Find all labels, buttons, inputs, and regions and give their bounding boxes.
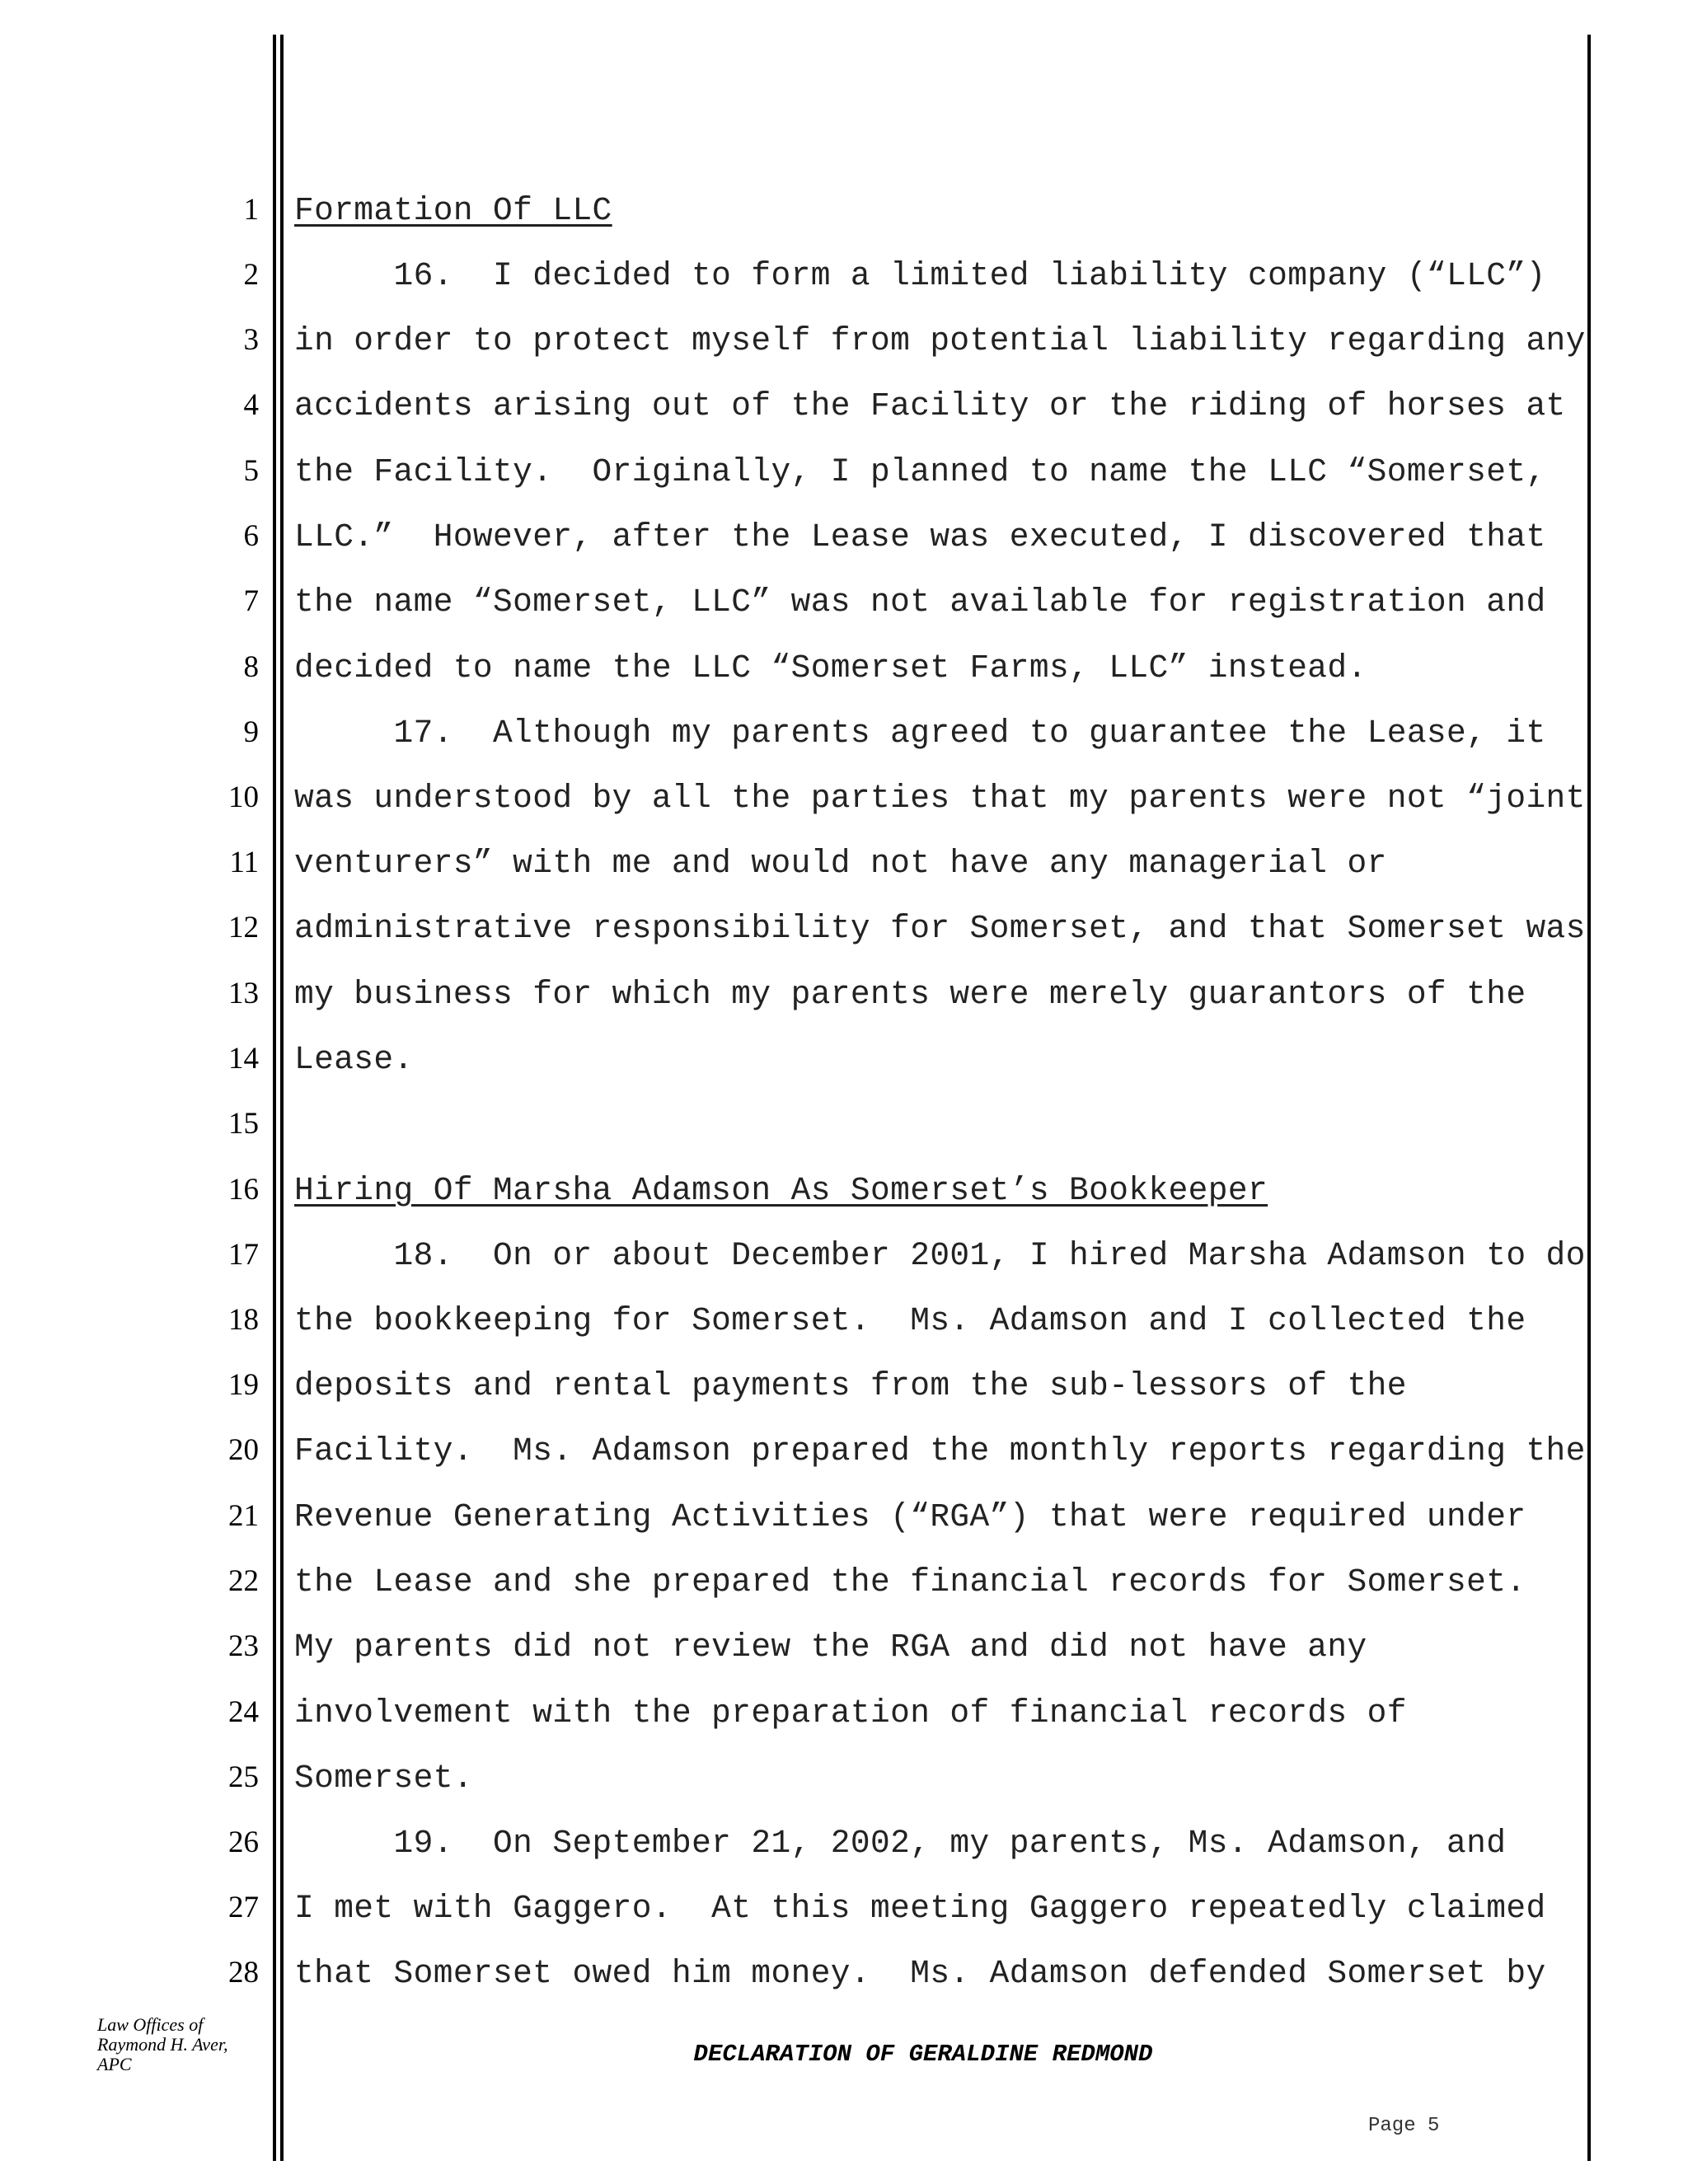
text-line: accidents arising out of the Facility or the riding of horses at (294, 387, 1566, 424)
law-firm-name: Law Offices of Raymond H. Aver, APC (97, 2014, 228, 2074)
line-number: 4 (243, 388, 259, 422)
line-number: 1 (243, 193, 259, 227)
left-margin-rule-inner (280, 35, 284, 2161)
line-number: 11 (229, 846, 259, 879)
text-line: 16. I decided to form a limited liability company (“LLC”) (294, 257, 1546, 294)
line-number: 27 (228, 1891, 259, 1924)
text-line: Revenue Generating Activities (“RGA”) that were required under (294, 1498, 1526, 1535)
line-number: 19 (228, 1368, 259, 1402)
text-line: involvement with the preparation of financial records of (294, 1694, 1407, 1732)
text-line: my business for which my parents were merely guarantors of the (294, 976, 1526, 1013)
line-number: 15 (228, 1107, 259, 1141)
line-number: 24 (228, 1695, 259, 1729)
line-number: 9 (243, 715, 259, 749)
line-number: 5 (243, 454, 259, 488)
line-number: 8 (243, 650, 259, 684)
page-number: Page 5 (1368, 2115, 1440, 2137)
section-heading-bookkeeper: Hiring Of Marsha Adamson As Somerset’s Bookkeeper (294, 1172, 1268, 1209)
line-number: 23 (228, 1629, 259, 1663)
text-line: the bookkeeping for Somerset. Ms. Adamson and I collected the (294, 1302, 1526, 1339)
text-line: administrative responsibility for Somerset, and that Somerset was (294, 910, 1586, 947)
line-number: 6 (243, 519, 259, 553)
line-number: 16 (228, 1173, 259, 1207)
line-number: 14 (228, 1042, 259, 1076)
text-line: 17. Although my parents agreed to guarantee the Lease, it (294, 715, 1546, 752)
line-number: 13 (228, 977, 259, 1010)
line-number: 7 (243, 584, 259, 618)
text-line: the Lease and she prepared the financial records for Somerset. (294, 1563, 1526, 1601)
text-line: the Facility. Originally, I planned to name the LLC “Somerset, (294, 453, 1546, 490)
text-line: venturers” with me and would not have any managerial or (294, 845, 1387, 882)
line-number: 12 (228, 911, 259, 944)
text-line: My parents did not review the RGA and did not have any (294, 1629, 1367, 1666)
text-line: 19. On September 21, 2002, my parents, Ms. Adamson, and (294, 1825, 1507, 1862)
section-heading-formation: Formation Of LLC (294, 192, 612, 229)
line-number: 21 (228, 1499, 259, 1533)
text-line: Facility. Ms. Adamson prepared the monthly reports regarding the (294, 1432, 1586, 1469)
text-line: in order to protect myself from potential liability regarding any (294, 322, 1586, 359)
line-number: 2 (243, 258, 259, 292)
line-number: 20 (228, 1433, 259, 1467)
text-line: was understood by all the parties that my parents were not “joint (294, 780, 1586, 817)
line-number: 28 (228, 1956, 259, 1990)
text-line: LLC.” However, after the Lease was executed, I discovered that (294, 518, 1546, 555)
line-number: 26 (228, 1825, 259, 1859)
line-number: 22 (228, 1564, 259, 1598)
line-number: 10 (228, 780, 259, 814)
text-line: decided to name the LLC “Somerset Farms, LLC” instead. (294, 649, 1367, 687)
text-line: the name “Somerset, LLC” was not available for registration and (294, 583, 1546, 621)
line-number: 25 (228, 1760, 259, 1794)
text-line: Lease. (294, 1041, 414, 1078)
left-margin-rule-outer (273, 35, 276, 2161)
text-line: I met with Gaggero. At this meeting Gaggero repeatedly claimed (294, 1890, 1546, 1927)
text-line: that Somerset owed him money. Ms. Adamson defended Somerset by (294, 1955, 1546, 1992)
document-title: DECLARATION OF GERALDINE REDMOND (693, 2041, 1153, 2068)
text-line: 18. On or about December 2001, I hired Marsha Adamson to do (294, 1237, 1586, 1274)
line-number: 3 (243, 323, 259, 357)
text-line: Somerset. (294, 1760, 473, 1797)
text-line: deposits and rental payments from the sub-lessors of the (294, 1367, 1407, 1404)
line-number: 18 (228, 1303, 259, 1337)
right-margin-rule (1587, 35, 1591, 2161)
line-number: 17 (228, 1238, 259, 1272)
